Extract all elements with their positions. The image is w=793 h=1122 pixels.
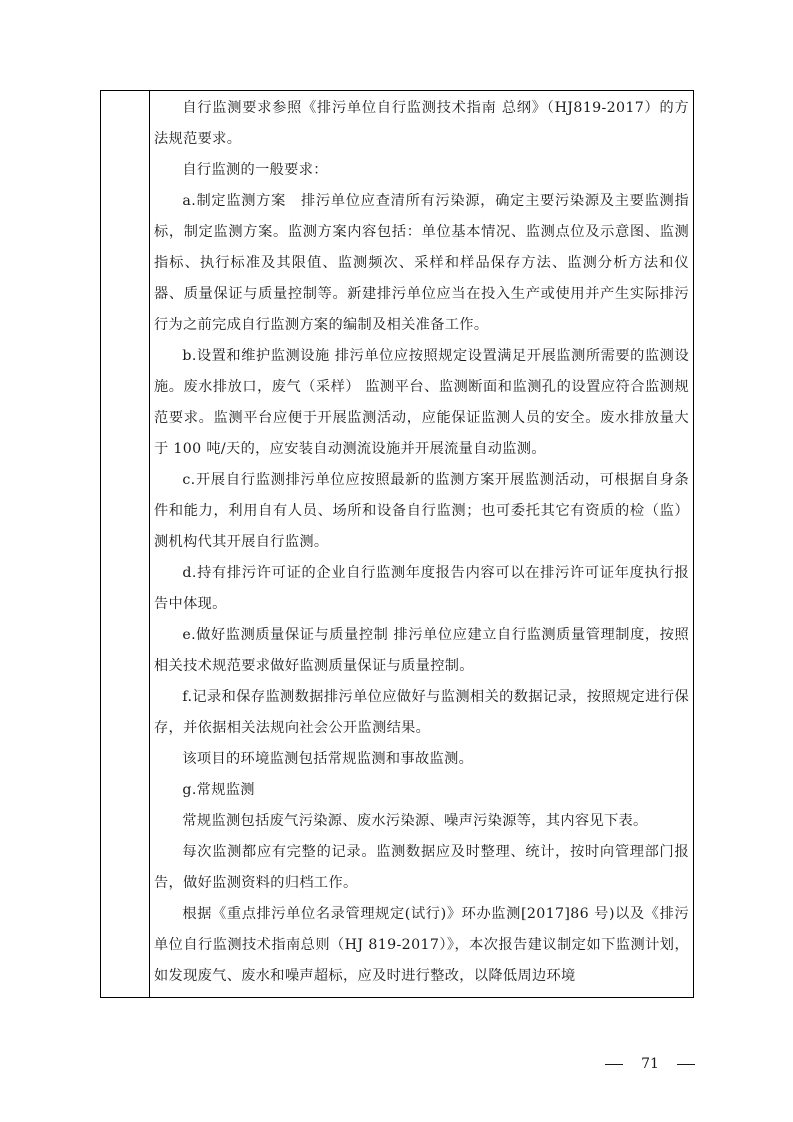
paragraph: 每次监测都应有完整的记录。监测数据应及时整理、统计，按时向管理部门报告，做好监测资料的归档工作。 bbox=[154, 844, 689, 891]
paragraph: 常规监测包括废气污染源、废水污染源、噪声污染源等，其内容见下表。 bbox=[182, 813, 648, 829]
paragraph: d.持有排污许可证的企业自行监测年度报告内容可以在排污许可证年度执行报告中体现。 bbox=[154, 565, 689, 612]
page-footer bbox=[605, 1052, 695, 1076]
paragraph: a.制定监测方案 排污单位应查清所有污染源，确定主要污染源及主要监测指标，制定监测方案。监测方案内容包括：单位基本情况、监测点位及示意图、监测指标、执行标准及其限值、监测频次、采样和样品保存方法、监测分析方法和仪器、质量保证与质量控制等。新建排污单位应当在投入生产或使用并产生实际排污行为之前完成自行监测方案的编制及相关准备工作。 bbox=[154, 193, 689, 333]
paragraph: c.开展自行监测排污单位应按照最新的监测方案开展监测活动，可根据自身条件和能力，利用自有人员、场所和设备自行监测；也可委托其它有资质的检（监）测机构代其开展自行监测。 bbox=[154, 472, 689, 550]
paragraph: f.记录和保存监测数据排污单位应做好与监测相关的数据记录，按照规定进行保存，并依据相关法规向社会公开监测结果。 bbox=[154, 689, 689, 736]
footer-dash-right bbox=[677, 1064, 695, 1065]
paragraph: 自行监测要求参照《排污单位自行监测技术指南 总纲》（HJ819-2017）的方法规范要求。 bbox=[154, 100, 689, 147]
paragraph: b.设置和维护监测设施 排污单位应按照规定设置满足开展监测所需要的监测设施。废水排放口，废气（采样） 监测平台、监测断面和监测孔的设置应符合监测规范要求。监测平台应便于开展监测活动，应能保证监测人员的安全。废水排放量大于 100 吨/天的，应安装自动测流设施并开展流量自动监测。 bbox=[154, 348, 689, 457]
paragraph: g.常规监测 bbox=[182, 782, 255, 798]
footer-dash-left bbox=[605, 1064, 623, 1065]
page-number: 71 bbox=[641, 1056, 659, 1072]
paragraph: 自行监测的一般要求： bbox=[182, 162, 328, 178]
paragraph: e.做好监测质量保证与质量控制 排污单位应建立自行监测质量管理制度，按照相关技术规范要求做好监测质量保证与质量控制。 bbox=[154, 627, 689, 674]
content-table bbox=[100, 90, 694, 998]
text-cell bbox=[150, 91, 693, 997]
left-column-cell bbox=[101, 91, 150, 997]
paragraph: 根据《重点排污单位名录管理规定(试行)》环办监测[2017]86 号)以及《排污单位自行监测技术指南总则（HJ 819-2017）》，本次报告建议制定如下监测计划，如发现废气、废水和噪声超标，应及时进行整改，以降低周边环境 bbox=[154, 906, 689, 984]
paragraph: 该项目的环境监测包括常规监测和事故监测。 bbox=[182, 751, 474, 767]
